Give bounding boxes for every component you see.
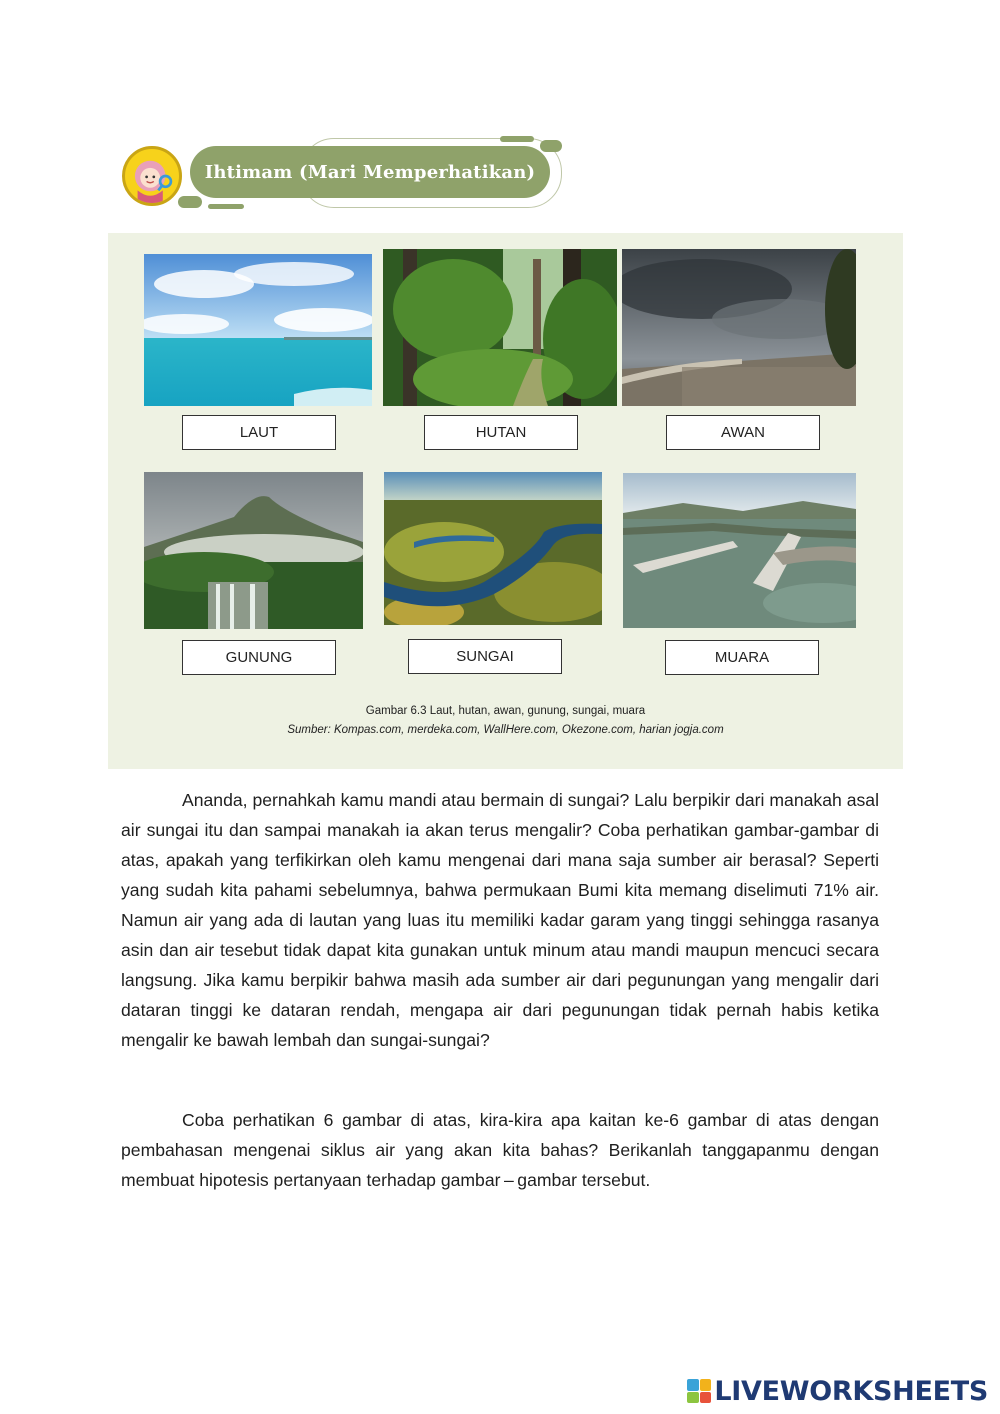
brand-name: LIVEWORKSHEETS [714,1375,988,1407]
figure-source: Sumber: Kompas.com, merdeka.com, WallHere.com, Okezone.com, harian jogja.com [287,724,724,736]
student-avatar-icon [122,146,182,206]
sea-photo [144,254,372,406]
banner-dash [178,196,202,208]
banner-dash [208,204,244,209]
label-hutan: HUTAN [424,415,578,450]
body-paragraph-2: Coba perhatikan 6 gambar di atas, kira-kira apa kaitan ke-6 gambar di atas dengan pembahasan mengenai siklus air yang akan kita bahas? Berikanlah tanggapanmu dengan membuat hipotesis pertanyaan terhadap gambar – gambar tersebut. [121,1110,879,1190]
label-muara: MUARA [665,640,819,675]
liveworksheets-logo [687,1376,988,1406]
forest-photo [383,249,617,406]
body-paragraph-1: Ananda, pernahkah kamu mandi atau bermain di sungai? Lalu berpikir dari manakah asal air sungai itu dan sampai manakah ia akan terus mengalir? Coba perhatikan gambar-gambar di atas, apakah yang terfikirkan oleh kamu mengenai dari mana saja sumber air berasal? Seperti yang sudah kita pahami sebelumnya, bahwa permukaan Bumi kita memang diselimuti 71% air. Namun air yang ada di lautan yang luas itu memiliki kadar garam yang tinggi sehingga rasanya asin dan air tesebut tidak dapat kita gunakan untuk minum atau mandi maupun mencuci secara langsung. Jika kamu berpikir bahwa masih ada sumber air dari pegunungan yang mengalir dari dataran tinggi ke dataran rendah, mengapa air dari pegunungan tidak pernah habis ketika mengalir ke bawah lembah dan sungai-sungai? [121,790,879,1050]
section-header [118,132,568,212]
label-awan: AWAN [666,415,820,450]
figure-caption: Gambar 6.3 Laut, hutan, awan, gunung, sungai, muara [365,705,646,717]
figure-panel [108,233,903,769]
label-sungai: SUNGAI [408,639,562,674]
header-title: Ihtimam (Mari Memperhatikan) [204,161,536,183]
clouds-photo [622,249,856,406]
estuary-photo [623,473,856,628]
liveworksheets-icon [687,1379,711,1403]
label-gunung: GUNUNG [182,640,336,675]
header-banner [190,146,550,198]
label-laut: LAUT [182,415,336,450]
mountain-photo [144,472,363,629]
river-photo [384,472,602,625]
banner-dash [540,140,562,152]
banner-dash [500,136,534,142]
